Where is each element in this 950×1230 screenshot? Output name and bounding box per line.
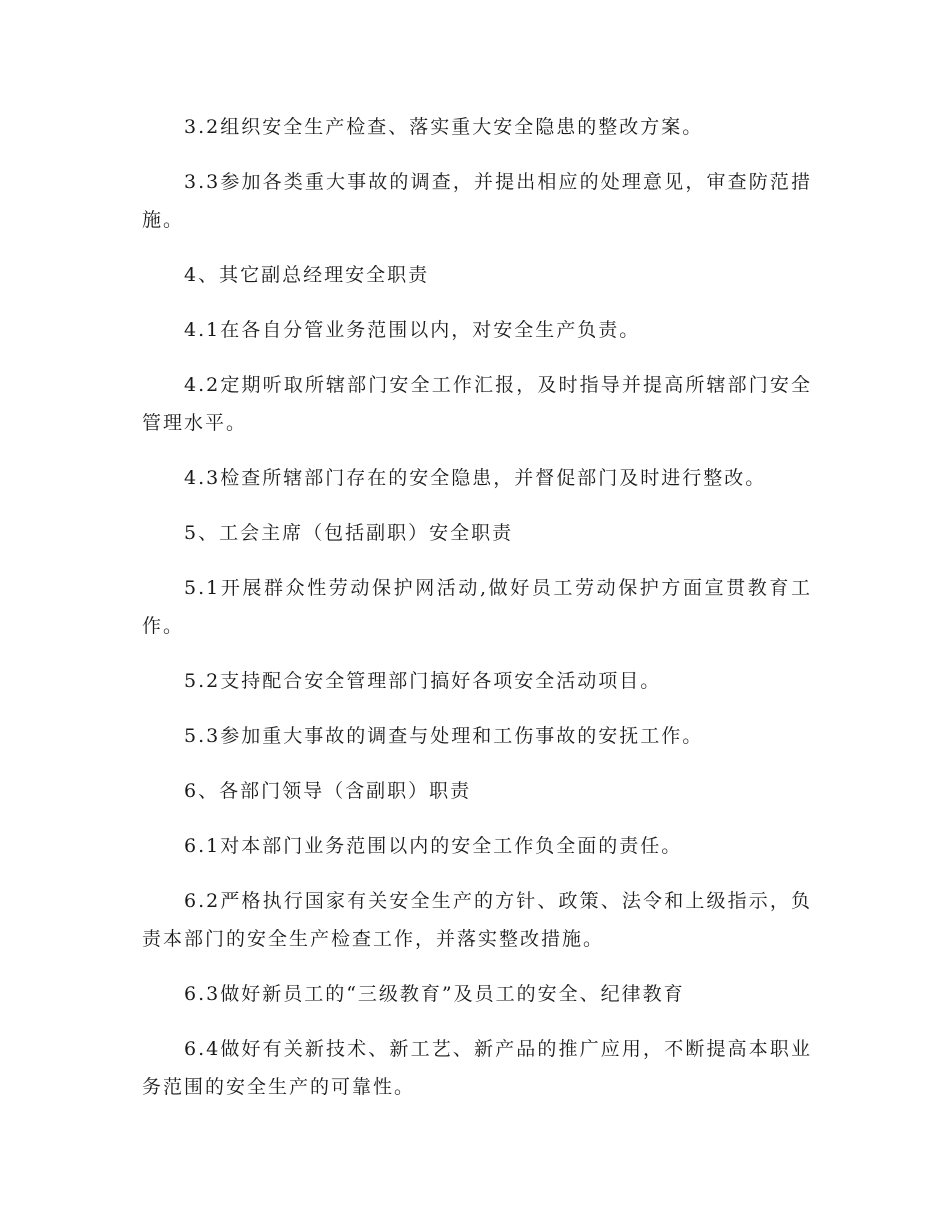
paragraph-6-2: 6.2严格执行国家有关安全生产的方针、政策、法令和上级指示，负责本部门的安全生产检查工作，并落实整改措施。	[142, 890, 812, 950]
paragraph-6-4: 6.4做好有关新技术、新工艺、新产品的推广应用，不断提高本职业务范围的安全生产的可靠性。	[142, 1038, 812, 1098]
paragraph-3-2: 3.2组织安全生产检查、落实重大安全隐患的整改方案。	[184, 116, 704, 138]
paragraph-3-3: 3.3参加各类重大事故的调查，并提出相应的处理意见，审查防范措施。	[142, 171, 812, 231]
paragraph-5-1: 5.1开展群众性劳动保护网活动,做好员工劳动保护方面宣贯教育工作。	[142, 577, 812, 637]
section-heading-6: 6、各部门领导（含副职）职责	[184, 780, 472, 802]
paragraph-6-3: 6.3做好新员工的“三级教育”及员工的安全、纪律教育	[184, 983, 685, 1005]
paragraph-4-1: 4.1在各自分管业务范围以内，对安全生产负责。	[184, 319, 641, 341]
section-heading-4: 4、其它副总经理安全职责	[184, 264, 430, 286]
paragraph-5-2: 5.2支持配合安全管理部门搞好各项安全活动项目。	[184, 670, 662, 692]
paragraph-6-1: 6.1对本部门业务范围以内的安全工作负全面的责任。	[184, 835, 683, 857]
paragraph-4-3: 4.3检查所辖部门存在的安全隐患，并督促部门及时进行整改。	[184, 467, 767, 489]
paragraph-5-3: 5.3参加重大事故的调查与处理和工伤事故的安抚工作。	[184, 725, 704, 747]
document-body	[142, 108, 812, 1123]
paragraph-4-2: 4.2定期听取所辖部门安全工作汇报，及时指导并提高所辖部门安全管理水平。	[142, 374, 812, 434]
section-heading-5: 5、工会主席（包括副职）安全职责	[184, 522, 514, 544]
